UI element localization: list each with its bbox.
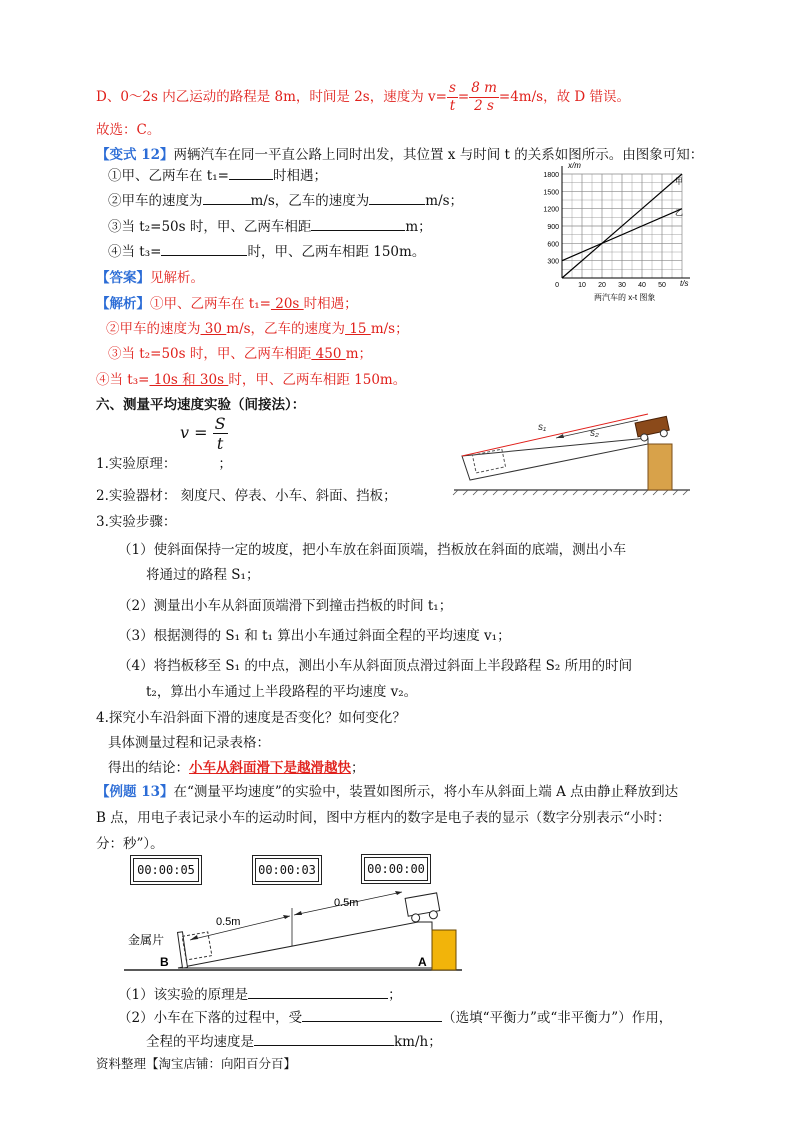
example-13-diagram [120, 880, 465, 980]
x-tick-label: 30 [618, 282, 626, 289]
answer-choice: 故选：C。 [96, 122, 161, 138]
example-13-l1: 【例题 13】在“测量平均速度”的实验中，装置如图所示，将小车从斜面上端 A 点由静止释放到达 [96, 784, 679, 800]
point-b-label: B [160, 955, 169, 969]
y-tick-label: 1500 [543, 189, 559, 197]
analysis-a1: 【解析】①甲、乙两车在 t₁= 20s 时相遇； [96, 296, 358, 312]
item-2: 2.实验器材： 刻度尺、停表、小车、斜面、挡板； [96, 488, 397, 504]
q1-line: ①甲、乙两车在 t₁= 时相遇； [108, 168, 327, 184]
step-4b: t₂，算出小车通过上半段路程的平均速度 v₂。 [146, 684, 418, 700]
y-tick-label: 300 [547, 258, 559, 266]
x-tick-label: 10 [578, 282, 586, 289]
conclusion-text: 小车从斜面滑下是越滑越快 [189, 760, 351, 776]
step-1b: 将通过的路程 S₁； [146, 567, 260, 583]
analysis-a4: ④当 t₃= 10s 和 30s 时，甲、乙两车相距 150m。 [96, 372, 407, 388]
step-1a: （1）使斜面保持一定的坡度，把小车放在斜面顶端，挡板放在斜面的底端，测出小车 [118, 542, 627, 558]
step-4a: （4）将挡板移至 S₁ 的中点，测出小车从斜面顶点滑过斜面上半段路程 S₂ 所用的时间 [118, 658, 633, 674]
item-3: 3.实验步骤： [96, 514, 177, 530]
example-13-l3: 分：秒”）。 [96, 836, 164, 852]
conclusion-line: 得出的结论：小车从斜面滑下是越滑越快； [108, 760, 365, 776]
y-tick-label: 0 [555, 282, 559, 289]
s2-label: s₂ [590, 428, 599, 439]
y-tick-label: 1200 [543, 206, 559, 214]
distance-label-1: 0.5m [216, 916, 241, 928]
item-1: 1.实验原理： ； [96, 456, 232, 472]
item-4: 4.探究小车沿斜面下滑的速度是否变化？如何变化？ [96, 710, 406, 726]
ex13-q1: （1）该实验的原理是 ； [118, 987, 402, 1003]
section-6-title: 六、测量平均速度实验（间接法）： [96, 397, 306, 413]
distance-label-2: 0.5m [334, 897, 359, 909]
y-tick-label: 900 [547, 224, 559, 231]
series-label-yi: 乙 [675, 208, 683, 217]
variant-tag: 【变式 12】 [96, 147, 174, 163]
x-axis-label: t/s [680, 279, 689, 288]
s1-label: s₁ [538, 422, 547, 433]
q2-line: ②甲车的速度为 m/s，乙车的速度为 m/s； [108, 193, 464, 209]
chart-caption: 两汽车的 x-t 图象 [594, 293, 656, 302]
variant-stem: 两辆汽车在同一平直公路上同时出发，其位置 x 与时间 t 的关系如图所示。由图象可知： [173, 147, 704, 163]
item-4b: 具体测量过程和记录表格： [108, 735, 270, 751]
x-tick-label: 40 [638, 282, 646, 289]
xt-chart [534, 158, 704, 308]
incline-diagram [452, 400, 692, 496]
x-tick-label: 50 [658, 282, 666, 289]
timer-a: 00:00:00 [364, 857, 428, 881]
analysis-a2: ②甲车的速度为 30 m/s，乙车的速度为 15 m/s； [106, 321, 409, 337]
footer: 资料整理【淘宝店铺：向阳百分百】 [96, 1056, 297, 1071]
formula-v-s-t: v = $\frac{S}{t}$ [180, 414, 226, 453]
fraction-8m-over-2s: $\frac{8 m}{2 s}$ [471, 80, 497, 114]
metal-plate-label: 金属片 [128, 933, 165, 947]
y-tick-label: 600 [547, 241, 559, 249]
y-tick-label: 1800 [543, 172, 559, 179]
example-13-l2: B 点，用电子表记录小车的运动时间，图中方框内的数字是电子表的显示（数字分别表示“小时： [96, 810, 671, 826]
q3-line: ③当 t₂=50s 时，甲、乙两车相距 m； [108, 219, 432, 235]
point-a-label: A [418, 955, 427, 969]
q4-line: ④当 t₃= 时，甲、乙两车相距 150m。 [108, 244, 426, 260]
ex13-q2: （2）小车在下落的过程中，受 （选填“平衡力”或“非平衡力”）作用， [118, 1010, 673, 1026]
option-d-line: D、0～2s 内乙运动的路程是 8m，时间是 2s，速度为 v= $\frac{s}{t}$ = $\frac{8 m}{2 s}$ =4m/s，故 D 错误。 [96, 80, 630, 114]
step-3: （3）根据测得的 S₁ 和 t₁ 算出小车通过斜面全程的平均速度 v₁； [118, 628, 511, 644]
x-tick-label: 20 [598, 282, 606, 289]
series-label-jia: 甲 [675, 177, 683, 186]
ex13-q2-cont: 全程的平均速度是 km/h； [146, 1034, 442, 1050]
timer-b: 00:00:05 [133, 858, 199, 882]
option-d-text: D、0～2s 内乙运动的路程是 8m，时间是 2s，速度为 v= [96, 89, 447, 105]
step-2: （2）测量出小车从斜面顶端滑下到撞击挡板的时间 t₁； [118, 598, 453, 614]
analysis-a3: ③当 t₂=50s 时，甲、乙两车相距 450 m； [108, 346, 373, 362]
timer-mid: 00:00:03 [255, 858, 319, 882]
fraction-s-over-t: $\frac{s}{t}$ [448, 80, 456, 114]
answer-line: 【答案】见解析。 [96, 270, 204, 286]
y-axis-label: x/m [568, 161, 581, 170]
